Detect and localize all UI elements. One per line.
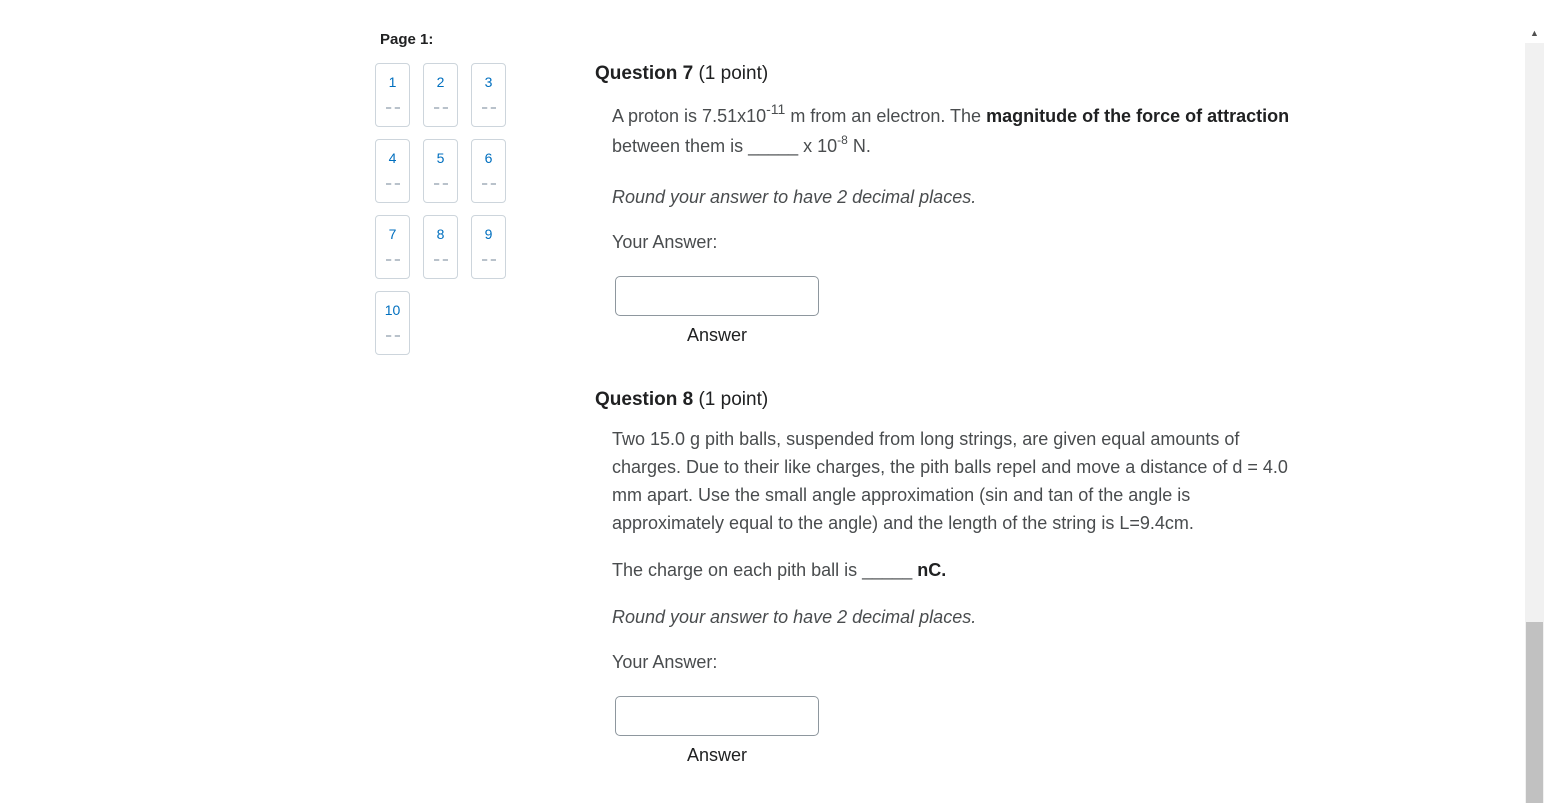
question-text-line: approximately equal to the angle) and the length of the string is L=9.4cm.	[612, 513, 1194, 533]
exponent: -8	[837, 133, 848, 147]
question-text: N.	[847, 136, 871, 156]
answer-input-q7[interactable]	[615, 276, 819, 316]
answer-input-label: Answer	[686, 745, 748, 765]
question-points: (1 point)	[698, 389, 769, 410]
scroll-thumb[interactable]	[1526, 622, 1543, 803]
question-8-text	[612, 425, 1372, 537]
nav-question-number: 8	[436, 226, 445, 242]
answer-input-q8[interactable]	[615, 696, 819, 736]
unanswered-indicator	[386, 107, 400, 109]
question-heading	[595, 63, 1355, 85]
unit-label: nC.	[917, 560, 947, 580]
unanswered-indicator	[434, 259, 448, 261]
nav-question-5[interactable]	[423, 139, 458, 203]
question-7-text	[612, 102, 1372, 162]
nav-question-number: 4	[388, 150, 397, 166]
question-text-line: Two 15.0 g pith balls, suspended from long strings, are given equal amounts of	[612, 429, 1240, 449]
nav-question-4[interactable]	[375, 139, 410, 203]
nav-question-9[interactable]	[471, 215, 506, 279]
question-heading	[595, 389, 1355, 411]
nav-question-2[interactable]	[423, 63, 458, 127]
nav-question-10[interactable]	[375, 291, 410, 355]
nav-question-number: 6	[484, 150, 493, 166]
question-points: (1 point)	[698, 63, 769, 84]
round-note: Round your answer to have 2 decimal places.	[612, 607, 977, 627]
unanswered-indicator	[482, 259, 496, 261]
nav-question-number: 9	[484, 226, 493, 242]
nav-question-8[interactable]	[423, 215, 458, 279]
unanswered-indicator	[482, 107, 496, 109]
unanswered-indicator	[386, 259, 400, 261]
question-number: Question 8	[595, 389, 694, 410]
unanswered-indicator	[482, 183, 496, 185]
question-text-line: mm apart. Use the small angle approximation (sin and tan of the angle is	[612, 485, 1191, 505]
exponent: -11	[766, 101, 786, 117]
navigator-title: Page 1:	[380, 31, 434, 48]
nav-question-number: 10	[384, 302, 401, 318]
nav-question-1[interactable]	[375, 63, 410, 127]
unanswered-indicator	[434, 183, 448, 185]
question-text-line: charges. Due to their like charges, the pith balls repel and move a distance of d = 4.0	[612, 457, 1288, 477]
unanswered-indicator	[434, 107, 448, 109]
scroll-up-arrow-icon[interactable]: ▲	[1525, 24, 1544, 43]
question-8	[595, 389, 1355, 411]
question-text: m from an electron. The	[785, 106, 987, 126]
nav-question-6[interactable]	[471, 139, 506, 203]
question-text: between them is _____ x 10	[612, 136, 838, 156]
nav-question-7[interactable]	[375, 215, 410, 279]
nav-question-number: 3	[484, 74, 493, 90]
answer-input-label: Answer	[686, 325, 748, 345]
unanswered-indicator	[386, 183, 400, 185]
nav-question-number: 2	[436, 74, 445, 90]
vertical-scrollbar[interactable]	[1525, 24, 1544, 803]
charge-question	[612, 556, 946, 584]
unanswered-indicator	[386, 335, 400, 337]
bold-phrase: magnitude of the force of attraction	[986, 106, 1290, 126]
nav-question-number: 1	[388, 74, 397, 90]
question-text: A proton is 7.51x10	[612, 106, 767, 126]
question-7	[595, 63, 1355, 85]
nav-question-number: 5	[436, 150, 445, 166]
question-number: Question 7	[595, 63, 694, 84]
nav-question-number: 7	[388, 226, 397, 242]
round-note: Round your answer to have 2 decimal places.	[612, 187, 977, 207]
question-text: The charge on each pith ball is _____	[612, 560, 918, 580]
your-answer-label: Your Answer:	[612, 232, 718, 252]
nav-question-3[interactable]	[471, 63, 506, 127]
your-answer-label: Your Answer:	[612, 652, 718, 672]
